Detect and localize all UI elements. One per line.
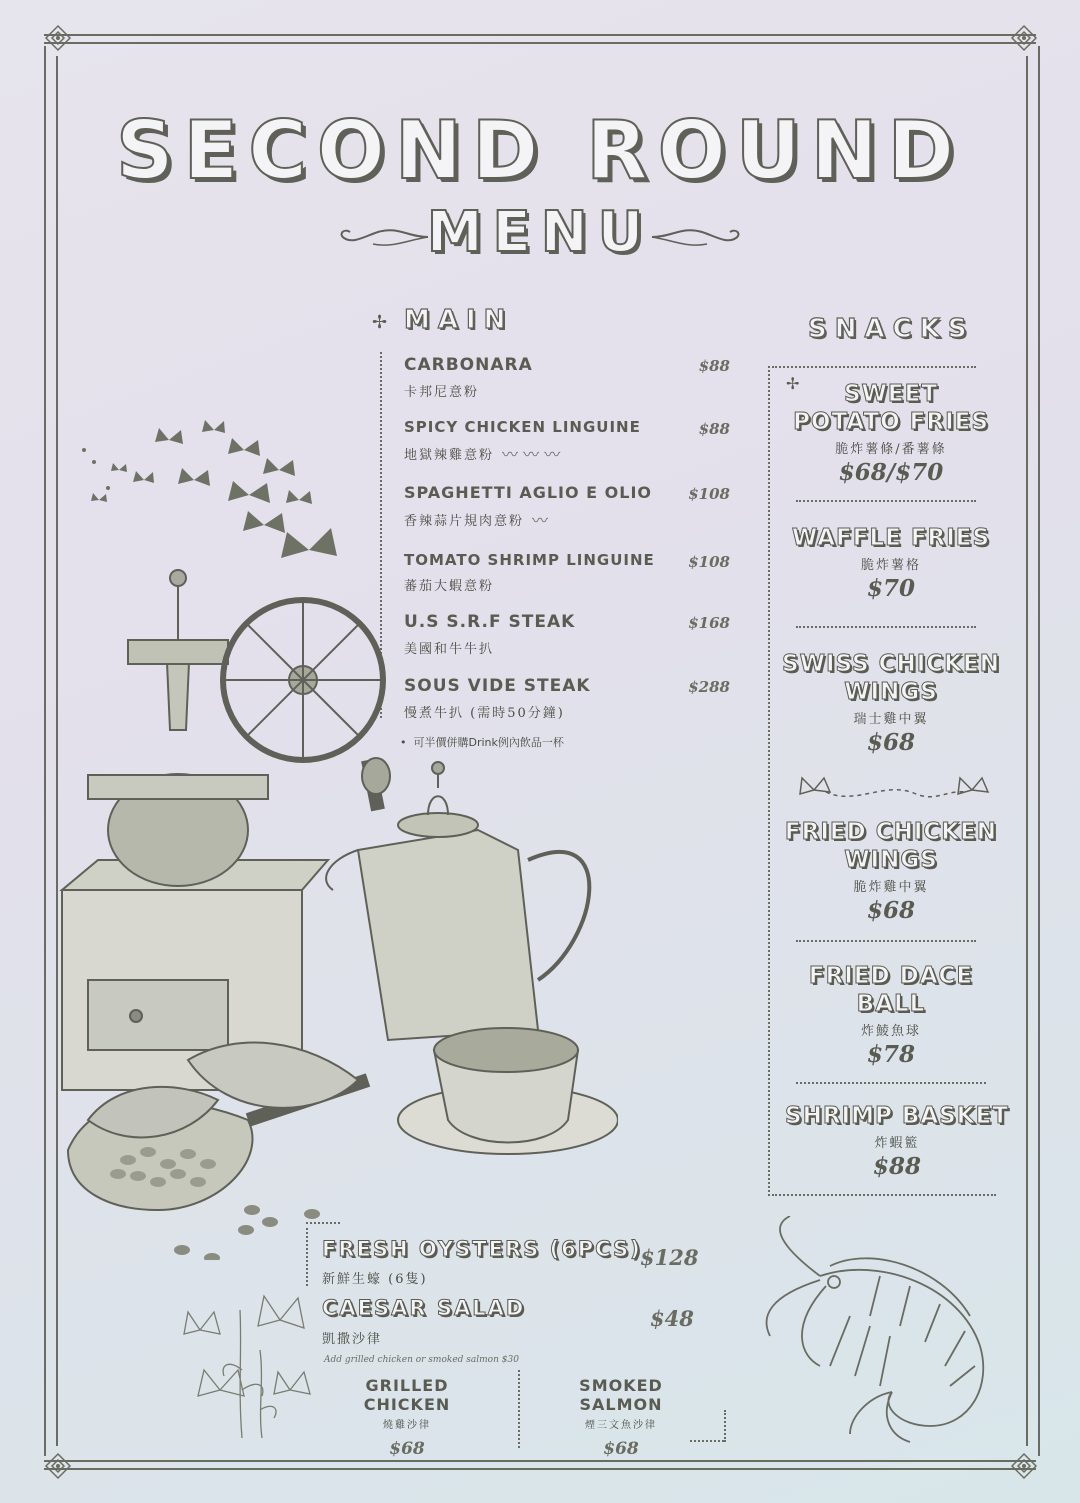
snacks-divider [796,500,976,502]
snack-name: FRIED DACE BALL [808,963,974,1017]
snack-item [780,1102,1014,1180]
oysters-price: $128 [640,1245,699,1270]
snack-name: FRIED CHICKEN WINGS [784,819,998,873]
item-price: $168 [688,614,730,632]
butterfly-trail-icon [796,770,992,810]
item-price: $108 [688,485,730,503]
extras-divider [724,1410,726,1442]
snack-price: $68/$70 [838,459,944,486]
option-name-zh: 煙三文魚沙律 [585,1420,657,1431]
item-name: SPICY CHICKEN LINGUINE [404,418,641,436]
menu-title: SECOND ROUND [115,104,965,197]
corner-ornament-icon [1010,24,1038,52]
item-name: SPAGHETTI AGLIO E OLIO [404,483,653,502]
chili-icon: 〰 〰 〰 [502,445,561,464]
option-price: $68 [389,1439,425,1459]
salad-note: Add grilled chicken or smoked salmon $30 [324,1355,519,1365]
menu-subtitle: MENU [426,200,654,265]
snack-price: $88 [872,1153,921,1180]
item-price: $288 [688,678,730,696]
snack-name-zh: 瑞士雞中翼 [853,712,929,727]
snack-name-zh: 脆炸雞中翼 [853,880,929,895]
butterflies-flowers-illustration [180,1290,320,1440]
snack-item [782,650,1000,756]
option-name: SMOKED SALMON [579,1376,663,1414]
snacks-divider [796,1082,986,1084]
chili-icon: 〰 [532,511,549,530]
snack-name-zh: 脆炸薯格 [860,558,921,573]
snack-item [786,962,996,1068]
snack-name: SHRIMP BASKET [785,1103,1009,1129]
menu-item [404,418,730,465]
snack-price: $68 [866,897,915,924]
sparkle-icon: ✢ [786,374,800,393]
item-price: $88 [698,357,730,375]
snack-name: WAFFLE FRIES [791,525,991,551]
snack-item [786,524,996,602]
oysters-name: FRESH OYSTERS (6PCS) [322,1237,642,1261]
oysters-name-zh: 新鮮生蠔 (6隻) [322,1272,428,1287]
main-heading: MAIN [404,305,514,335]
snack-price: $78 [866,1041,915,1068]
note-text: 可半價併購Drink例內飲品一杯 [413,736,564,749]
item-name: SOUS VIDE STEAK [404,676,591,696]
snacks-heading: SNACKS [808,314,975,344]
sparkle-icon: ✢ [372,312,388,333]
item-name: U.S S.R.F STEAK [404,612,576,632]
bottom-border [44,1460,1036,1470]
menu-item [404,483,730,531]
item-name-zh: 香辣蒜片規肉意粉 [404,514,525,529]
snack-name-zh: 炸鯪魚球 [860,1024,921,1039]
item-name-zh: 蕃茄大蝦意粉 [404,579,495,594]
snacks-divider [772,366,976,368]
flourish-right-icon [650,222,742,252]
butterflies-illustration [74,410,344,580]
bullet-icon: • [400,736,414,749]
item-name-zh: 卡邦尼意粉 [404,385,480,400]
corner-ornament-icon [44,24,72,52]
snack-name-zh: 炸蝦籃 [874,1136,920,1151]
item-price: $88 [698,420,730,438]
extras-divider [690,1440,724,1442]
snack-name: SWEET POTATO FRIES [793,381,989,435]
coffee-illustration [58,560,618,1220]
salad-price: $48 [650,1306,694,1331]
snack-name-zh: 脆炸薯條/番薯條 [835,442,947,457]
item-name-zh: 慢煮牛扒 (需時50分鐘) [404,706,565,721]
snack-name: SWISS CHICKEN WINGS [782,651,1000,705]
item-name: TOMATO SHRIMP LINGUINE [404,551,655,569]
snacks-side-divider [768,366,770,1196]
item-name-zh: 美國和牛牛扒 [404,642,495,657]
option-price: $68 [603,1439,639,1459]
smoked-salmon-option [536,1376,706,1459]
grilled-chicken-option [322,1376,492,1459]
salad-name: CAESAR SALAD [322,1296,526,1320]
snacks-divider [796,940,976,942]
item-name: CARBONARA [404,355,533,375]
corner-ornament-icon [44,1452,72,1480]
corner-ornament-icon [1010,1452,1038,1480]
salad-name-zh: 凱撒沙律 [322,1332,383,1347]
snack-item [786,380,996,486]
snacks-divider [772,1194,996,1196]
option-name: GRILLED CHICKEN [363,1376,451,1414]
snacks-divider [796,626,976,628]
shrimp-illustration [760,1216,1024,1446]
menu-item [404,355,730,400]
snack-price: $68 [866,729,915,756]
extras-divider [518,1370,520,1448]
option-name-zh: 燒雞沙律 [383,1420,431,1431]
snack-price: $70 [866,575,915,602]
item-price: $108 [688,553,730,571]
top-border [44,34,1036,44]
item-name-zh: 地獄辣雞意粉 [404,448,495,463]
coffee-beans-icon [172,1200,342,1260]
snack-item [782,818,1000,924]
